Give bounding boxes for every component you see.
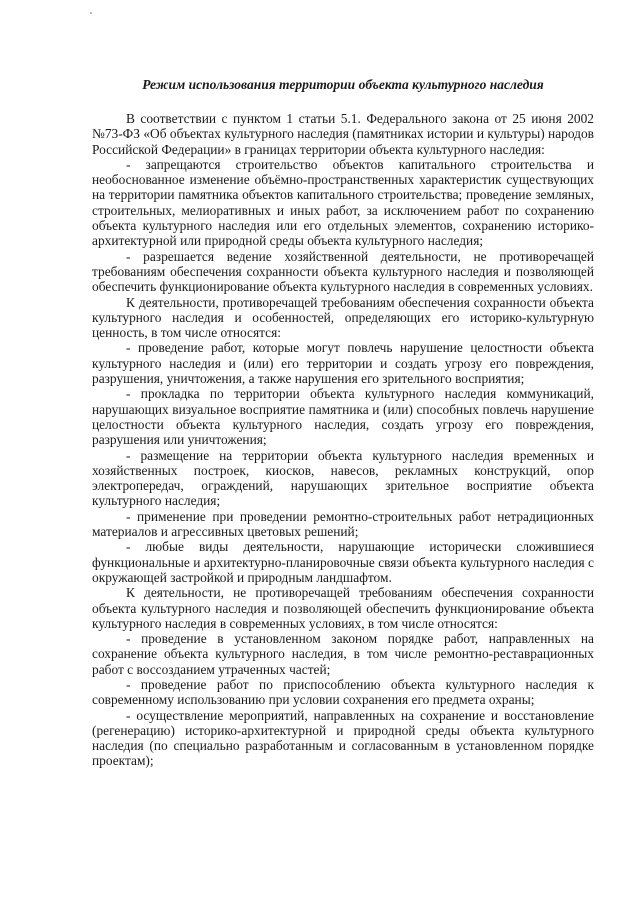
document-title: Режим использования территории объекта культурного наследия: [142, 77, 544, 92]
contrary-item: - применение при проведении ремонтно-строительных работ нетрадиционных материалов и агрессивных цветовых решений;: [92, 508, 594, 540]
intro-item: - разрешается ведение хозяйственной деятельности, не противоречащей требованиям обеспечения сохранности объекта культурного наследия и позволяющей обеспечить функционирование объекта культурного наследия в современных условиях.: [92, 248, 594, 295]
contrary-item: - любые виды деятельности, нарушающие исторически сложившиеся функциональные и архитектурно-планировочные связи объекта культурного наследия с окружающей застройкой и природным ландшафтом.: [92, 539, 594, 585]
intro-item: - запрещаются строительство объектов капитального строительства и необоснованное изменение объёмно-пространственных характеристик существующих на территории памятника объектов капитального строительства; проведение земляных, строительных, мелиоративных и иных работ, за исключением работ по сохранению объекта культурного наследия или его отдельных элементов, сохранению историко-архитектурной или природной среды объекта культурного наследия;: [92, 156, 594, 249]
contrary-heading: К деятельности, противоречащей требованиям обеспечения сохранности объекта культурного наследия и особенностей, определяющих его историко-культурную ценность, в том числе относятся:: [92, 294, 594, 341]
allowed-item: - проведение работ по приспособлению объекта культурного наследия к современному использованию при условии сохранения его предмета охраны;: [92, 676, 594, 708]
allowed-heading: К деятельности, не противоречащей требованиям обеспечения сохранности объекта культурного наследия и позволяющей обеспечить функционирование объекта культурного наследия в современных условиях, в том числе относятся:: [92, 585, 594, 631]
allowed-item: - осуществление мероприятий, направленных на сохранение и восстановление (регенерацию) историко-архитектурной и природной среды объекта культурного наследия (по специально разработанным и согласованным в установленном порядке проектам);: [92, 707, 594, 769]
contrary-item: - размещение на территории объекта культурного наследия временных и хозяйственных построек, киосков, навесов, рекламных конструкций, опор электропередач, ограждений, нарушающих зрительное восприятие объекта культурного наследия;: [92, 447, 594, 509]
scan-mark: [90, 12, 92, 14]
intro-paragraph: В соответствии с пунктом 1 статьи 5.1. Федерального закона от 25 июня 2002 №73-ФЗ «Об объектах культурного наследия (памятниках истории и культуры) народов Российской Федерации» в границах территории объекта культурного наследия:: [92, 111, 594, 157]
contrary-item: - проведение работ, которые могут повлечь нарушение целостности объекта культурного наследия и (или) его территории и создать угрозу его повреждения, разрушения, уничтожения, а также нарушения его зрительного восприятия;: [92, 340, 594, 387]
contrary-item: - прокладка по территории объекта культурного наследия коммуникаций, нарушающих визуальное восприятие памятника и (или) способных повлечь нарушение целостности объекта культурного наследия, создать угрозу его повреждения, разрушения или уничтожения;: [92, 386, 594, 448]
allowed-item: - проведение в установленном законом порядке работ, направленных на сохранение объекта культурного наследия, в том числе ремонтно-реставрационных работ с воссозданием утраченных частей;: [92, 631, 594, 677]
